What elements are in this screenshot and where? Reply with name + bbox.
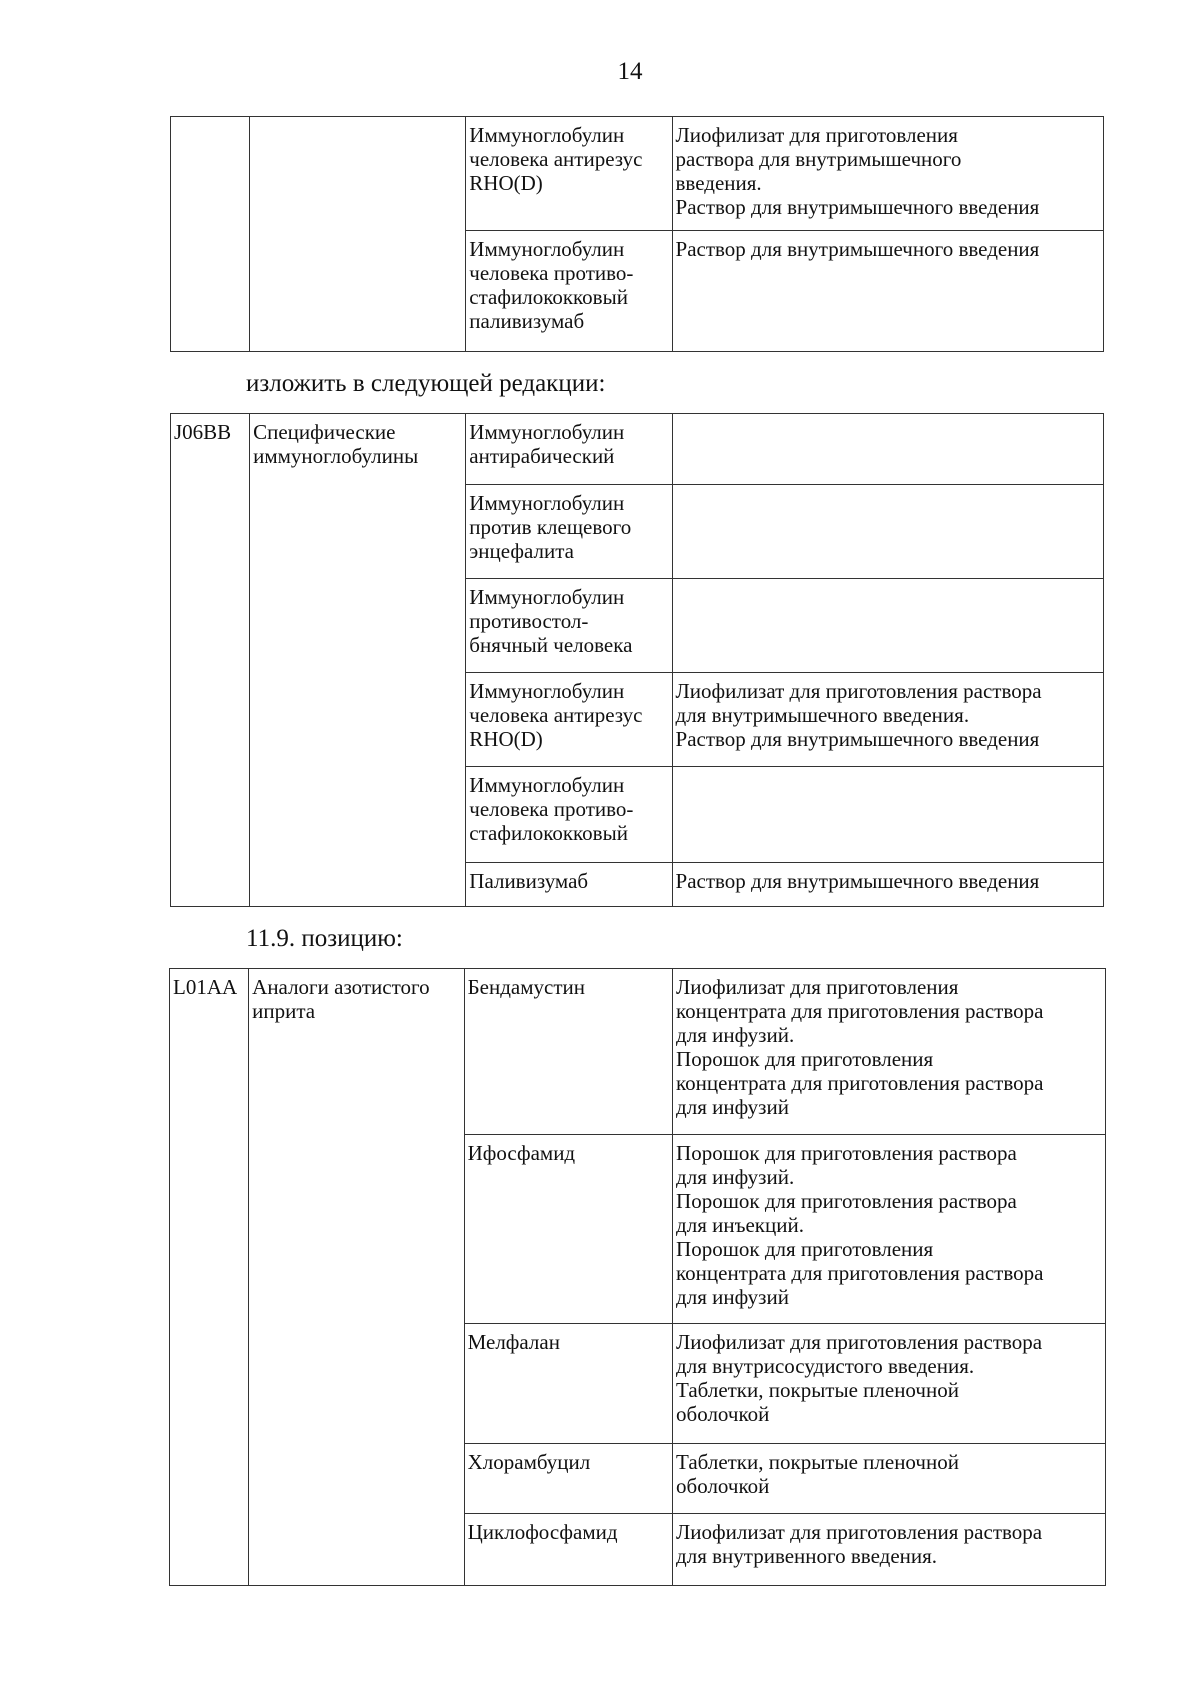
drug-name-cell: Бендамустин — [464, 969, 672, 1135]
dosage-form-cell: Лиофилизат для приготовления раствора для внутрисосудистого введения. Таблетки, покрытые пленочной оболочкой — [673, 1324, 1106, 1444]
dosage-form-cell: Лиофилизат для приготовления раствора для внутривенного введения. — [673, 1514, 1106, 1586]
drug-name-cell: Циклофосфамид — [464, 1514, 672, 1586]
table-row — [170, 969, 1106, 1135]
drug-name-cell: Паливизумаб — [466, 863, 672, 907]
drug-name-cell: Иммуноглобулин антирабический — [466, 414, 672, 485]
dosage-form-cell — [672, 414, 1103, 485]
drug-name-cell: Иммуноглобулин человека противо- стафилококковый паливизумаб — [466, 231, 672, 352]
drug-name-cell: Ифосфамид — [464, 1135, 672, 1324]
drug-name-cell: Иммуноглобулин человека антирезус RHO(D) — [466, 117, 672, 231]
dosage-form-cell: Лиофилизат для приготовления раствора для внутримышечного введения. Раствор для внутримышечного введения — [672, 117, 1103, 231]
drug-name-cell: Иммуноглобулин противостол- бнячный человека — [466, 579, 672, 673]
table-row — [171, 117, 1104, 231]
dosage-form-cell: Лиофилизат для приготовления концентрата для приготовления раствора для инфузий. Порошок для приготовления концентрата для приготовления раствора для инфузий — [673, 969, 1106, 1135]
section-heading: 11.9. позицию: — [246, 925, 403, 952]
dosage-form-cell: Таблетки, покрытые пленочной оболочкой — [673, 1444, 1106, 1514]
dosage-form-cell — [672, 767, 1103, 863]
drug-name-cell: Мелфалан — [464, 1324, 672, 1444]
new-edition-table — [170, 413, 1104, 907]
table-row — [171, 414, 1104, 485]
code-cell: J06BB — [171, 414, 250, 907]
group-cell: Специфические иммуноглобулины — [250, 414, 466, 907]
code-cell: L01AA — [170, 969, 249, 1586]
dosage-form-cell: Раствор для внутримышечного введения — [672, 863, 1103, 907]
drug-name-cell: Иммуноглобулин человека противо- стафилококковый — [466, 767, 672, 863]
previous-edition-table — [170, 116, 1104, 352]
drug-name-cell: Хлорамбуцил — [464, 1444, 672, 1514]
group-cell — [250, 117, 466, 352]
section-heading: изложить в следующей редакции: — [246, 370, 606, 397]
drug-name-cell: Иммуноглобулин человека антирезус RHO(D) — [466, 673, 672, 767]
dosage-form-cell: Лиофилизат для приготовления раствора для внутримышечного введения. Раствор для внутримышечного введения — [672, 673, 1103, 767]
page-number: 14 — [617, 58, 643, 85]
group-cell: Аналоги азотистого иприта — [249, 969, 464, 1586]
dosage-form-cell — [672, 485, 1103, 579]
dosage-form-cell: Порошок для приготовления раствора для инфузий. Порошок для приготовления раствора для инъекций. Порошок для приготовления концентрата для приготовления раствора для инфузий — [673, 1135, 1106, 1324]
position-table — [169, 968, 1106, 1586]
dosage-form-cell: Раствор для внутримышечного введения — [672, 231, 1103, 352]
code-cell — [171, 117, 250, 352]
dosage-form-cell — [672, 579, 1103, 673]
drug-name-cell: Иммуноглобулин против клещевого энцефалита — [466, 485, 672, 579]
